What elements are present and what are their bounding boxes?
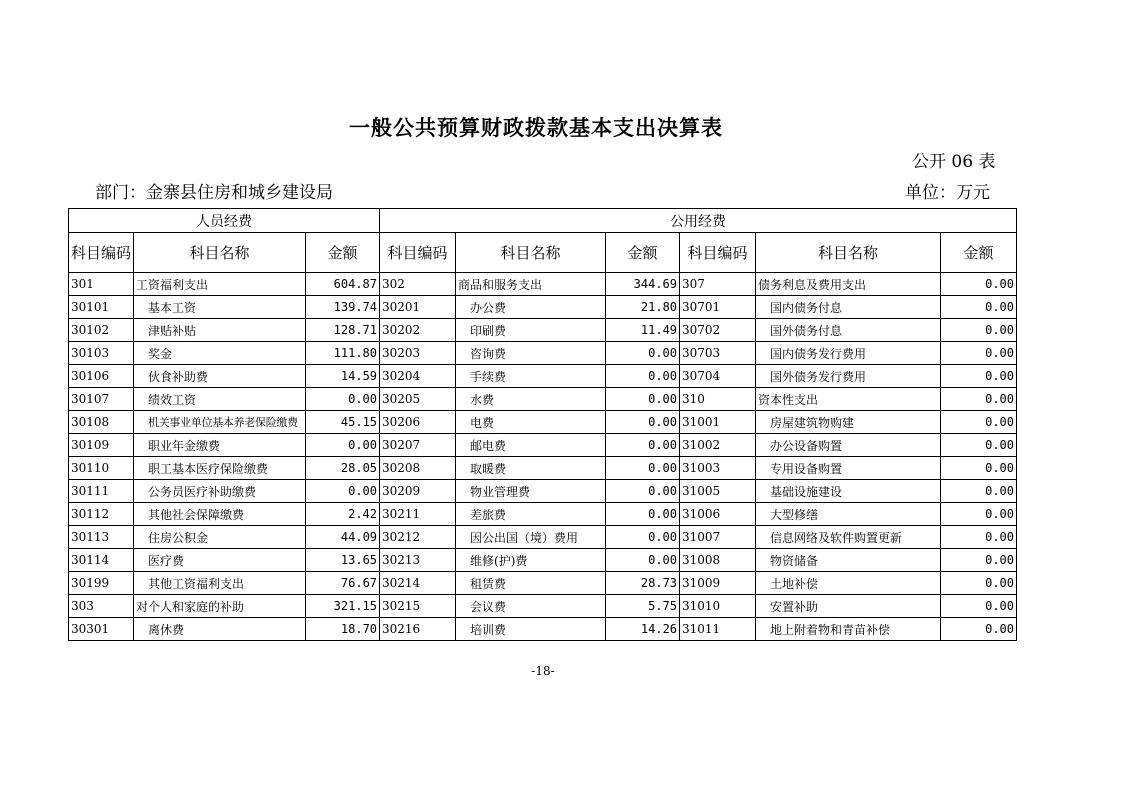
amount: 344.69 xyxy=(606,273,680,296)
subject-name: 其他工资福利支出 xyxy=(134,572,306,595)
subject-code: 30103 xyxy=(69,342,134,365)
subject-name: 因公出国（境）费用 xyxy=(456,526,606,549)
table-row xyxy=(69,549,1017,572)
amount: 11.49 xyxy=(606,319,680,342)
subject-name: 物资储备 xyxy=(756,549,941,572)
amount: 321.15 xyxy=(306,595,380,618)
subject-name: 对个人和家庭的补助 xyxy=(134,595,306,618)
subject-name: 基础设施建设 xyxy=(756,480,941,503)
amount: 0.00 xyxy=(606,342,680,365)
subject-code: 30108 xyxy=(69,411,134,434)
amount: 0.00 xyxy=(941,296,1017,319)
amount: 0.00 xyxy=(941,342,1017,365)
subject-code: 30102 xyxy=(69,319,134,342)
subject-name: 培训费 xyxy=(456,618,606,641)
subject-code: 30110 xyxy=(69,457,134,480)
amount: 111.80 xyxy=(306,342,380,365)
subject-code: 30214 xyxy=(380,572,456,595)
subject-code: 303 xyxy=(69,595,134,618)
subject-code: 30111 xyxy=(69,480,134,503)
subject-name: 手续费 xyxy=(456,365,606,388)
subject-code: 31009 xyxy=(680,572,756,595)
subject-name: 津贴补贴 xyxy=(134,319,306,342)
subject-code: 30112 xyxy=(69,503,134,526)
header-code: 科目编码 xyxy=(680,233,756,273)
header-name: 科目名称 xyxy=(134,233,306,273)
subject-name: 国外债务发行费用 xyxy=(756,365,941,388)
table-row xyxy=(69,411,1017,434)
page-number: -18- xyxy=(531,664,555,678)
subject-name: 差旅费 xyxy=(456,503,606,526)
subject-name: 水费 xyxy=(456,388,606,411)
header-code: 科目编码 xyxy=(380,233,456,273)
amount: 0.00 xyxy=(941,457,1017,480)
form-number: 公开 06 表 xyxy=(912,152,996,172)
subject-code: 30106 xyxy=(69,365,134,388)
table-row xyxy=(69,388,1017,411)
table-row xyxy=(69,618,1017,641)
subject-name: 其他社会保障缴费 xyxy=(134,503,306,526)
subject-name: 地上附着物和青苗补偿 xyxy=(756,618,941,641)
amount: 0.00 xyxy=(306,388,380,411)
amount: 0.00 xyxy=(606,503,680,526)
amount: 0.00 xyxy=(941,273,1017,296)
subject-name: 土地补偿 xyxy=(756,572,941,595)
subject-code: 30211 xyxy=(380,503,456,526)
amount: 0.00 xyxy=(941,618,1017,641)
amount: 0.00 xyxy=(941,365,1017,388)
amount: 0.00 xyxy=(941,549,1017,572)
subject-name: 大型修缮 xyxy=(756,503,941,526)
amount: 21.80 xyxy=(606,296,680,319)
header-code: 科目编码 xyxy=(69,233,134,273)
subject-code: 31003 xyxy=(680,457,756,480)
subject-code: 30209 xyxy=(380,480,456,503)
subject-name: 机关事业单位基本养老保险缴费 xyxy=(134,411,306,434)
amount: 0.00 xyxy=(606,411,680,434)
amount: 13.65 xyxy=(306,549,380,572)
subject-code: 30208 xyxy=(380,457,456,480)
subject-code: 30215 xyxy=(380,595,456,618)
unit-label: 单位：万元 xyxy=(905,183,990,203)
subject-code: 31006 xyxy=(680,503,756,526)
subject-name: 租赁费 xyxy=(456,572,606,595)
amount: 45.15 xyxy=(306,411,380,434)
subject-code: 30202 xyxy=(380,319,456,342)
subject-name: 信息网络及软件购置更新 xyxy=(756,526,941,549)
amount: 5.75 xyxy=(606,595,680,618)
subject-code: 30207 xyxy=(380,434,456,457)
subject-name: 办公设备购置 xyxy=(756,434,941,457)
subject-name: 奖金 xyxy=(134,342,306,365)
subject-name: 邮电费 xyxy=(456,434,606,457)
amount: 0.00 xyxy=(941,319,1017,342)
amount: 128.71 xyxy=(306,319,380,342)
table-row xyxy=(69,342,1017,365)
subject-code: 30199 xyxy=(69,572,134,595)
subject-name: 国内债务发行费用 xyxy=(756,342,941,365)
table-row xyxy=(69,572,1017,595)
amount: 0.00 xyxy=(941,434,1017,457)
amount: 0.00 xyxy=(606,434,680,457)
table-row xyxy=(69,365,1017,388)
department-label: 部门：金寨县住房和城乡建设局 xyxy=(95,183,333,203)
table-row xyxy=(69,457,1017,480)
subject-code: 31008 xyxy=(680,549,756,572)
amount: 28.73 xyxy=(606,572,680,595)
subject-name: 会议费 xyxy=(456,595,606,618)
amount: 14.26 xyxy=(606,618,680,641)
expenditure-table xyxy=(68,208,1017,641)
subject-code: 31005 xyxy=(680,480,756,503)
subject-code: 30204 xyxy=(380,365,456,388)
group-header-row xyxy=(69,209,1017,233)
subject-code: 30212 xyxy=(380,526,456,549)
subject-name: 电费 xyxy=(456,411,606,434)
subject-code: 30109 xyxy=(69,434,134,457)
amount: 0.00 xyxy=(606,549,680,572)
table-row xyxy=(69,296,1017,319)
subject-code: 31001 xyxy=(680,411,756,434)
amount: 2.42 xyxy=(306,503,380,526)
subject-code: 30213 xyxy=(380,549,456,572)
amount: 44.09 xyxy=(306,526,380,549)
header-amount: 金额 xyxy=(306,233,380,273)
table-row xyxy=(69,526,1017,549)
page-title: 一般公共预算财政拨款基本支出决算表 xyxy=(349,115,723,140)
subject-code: 310 xyxy=(680,388,756,411)
subject-code: 30107 xyxy=(69,388,134,411)
subject-name: 取暖费 xyxy=(456,457,606,480)
subject-name: 物业管理费 xyxy=(456,480,606,503)
amount: 28.05 xyxy=(306,457,380,480)
subject-code: 30205 xyxy=(380,388,456,411)
subject-name: 房屋建筑物购建 xyxy=(756,411,941,434)
table-row xyxy=(69,503,1017,526)
subject-code: 30701 xyxy=(680,296,756,319)
amount: 0.00 xyxy=(941,595,1017,618)
group-personnel: 人员经费 xyxy=(69,209,380,233)
subject-code: 30203 xyxy=(380,342,456,365)
subject-code: 30113 xyxy=(69,526,134,549)
amount: 76.67 xyxy=(306,572,380,595)
subject-code: 31011 xyxy=(680,618,756,641)
table-row xyxy=(69,595,1017,618)
table-row xyxy=(69,434,1017,457)
subject-code: 302 xyxy=(380,273,456,296)
table-row xyxy=(69,319,1017,342)
amount: 0.00 xyxy=(941,388,1017,411)
amount: 0.00 xyxy=(941,480,1017,503)
amount: 139.74 xyxy=(306,296,380,319)
subject-name: 绩效工资 xyxy=(134,388,306,411)
subject-name: 职工基本医疗保险缴费 xyxy=(134,457,306,480)
subject-code: 31007 xyxy=(680,526,756,549)
subject-code: 30704 xyxy=(680,365,756,388)
table-row xyxy=(69,273,1017,296)
amount: 0.00 xyxy=(606,388,680,411)
header-name: 科目名称 xyxy=(456,233,606,273)
amount: 0.00 xyxy=(606,526,680,549)
amount: 604.87 xyxy=(306,273,380,296)
subject-code: 30702 xyxy=(680,319,756,342)
subject-code: 30101 xyxy=(69,296,134,319)
subject-code: 31002 xyxy=(680,434,756,457)
subject-name: 专用设备购置 xyxy=(756,457,941,480)
subject-name: 债务利息及费用支出 xyxy=(756,273,941,296)
header-amount: 金额 xyxy=(941,233,1017,273)
subject-code: 30703 xyxy=(680,342,756,365)
amount: 0.00 xyxy=(606,365,680,388)
subject-name: 印刷费 xyxy=(456,319,606,342)
subject-code: 30216 xyxy=(380,618,456,641)
subject-code: 30206 xyxy=(380,411,456,434)
subject-code: 30301 xyxy=(69,618,134,641)
subject-name: 安置补助 xyxy=(756,595,941,618)
column-header-row xyxy=(69,233,1017,273)
amount: 0.00 xyxy=(941,572,1017,595)
table-row xyxy=(69,480,1017,503)
amount: 0.00 xyxy=(941,526,1017,549)
header-name: 科目名称 xyxy=(756,233,941,273)
amount: 18.70 xyxy=(306,618,380,641)
subject-name: 办公费 xyxy=(456,296,606,319)
amount: 0.00 xyxy=(941,503,1017,526)
subject-code: 31010 xyxy=(680,595,756,618)
amount: 0.00 xyxy=(941,411,1017,434)
subject-name: 工资福利支出 xyxy=(134,273,306,296)
group-public: 公用经费 xyxy=(380,209,1017,233)
subject-code: 30201 xyxy=(380,296,456,319)
subject-name: 离休费 xyxy=(134,618,306,641)
subject-name: 医疗费 xyxy=(134,549,306,572)
subject-name: 职业年金缴费 xyxy=(134,434,306,457)
amount: 0.00 xyxy=(606,480,680,503)
subject-name: 商品和服务支出 xyxy=(456,273,606,296)
subject-name: 公务员医疗补助缴费 xyxy=(134,480,306,503)
amount: 14.59 xyxy=(306,365,380,388)
subject-name: 国内债务付息 xyxy=(756,296,941,319)
subject-code: 301 xyxy=(69,273,134,296)
subject-name: 伙食补助费 xyxy=(134,365,306,388)
subject-name: 住房公积金 xyxy=(134,526,306,549)
subject-name: 基本工资 xyxy=(134,296,306,319)
table-body xyxy=(69,273,1017,641)
subject-name: 维修(护)费 xyxy=(456,549,606,572)
amount: 0.00 xyxy=(306,480,380,503)
subject-name: 咨询费 xyxy=(456,342,606,365)
subject-name: 国外债务付息 xyxy=(756,319,941,342)
amount: 0.00 xyxy=(606,457,680,480)
header-amount: 金额 xyxy=(606,233,680,273)
subject-code: 30114 xyxy=(69,549,134,572)
amount: 0.00 xyxy=(306,434,380,457)
subject-name: 资本性支出 xyxy=(756,388,941,411)
subject-code: 307 xyxy=(680,273,756,296)
